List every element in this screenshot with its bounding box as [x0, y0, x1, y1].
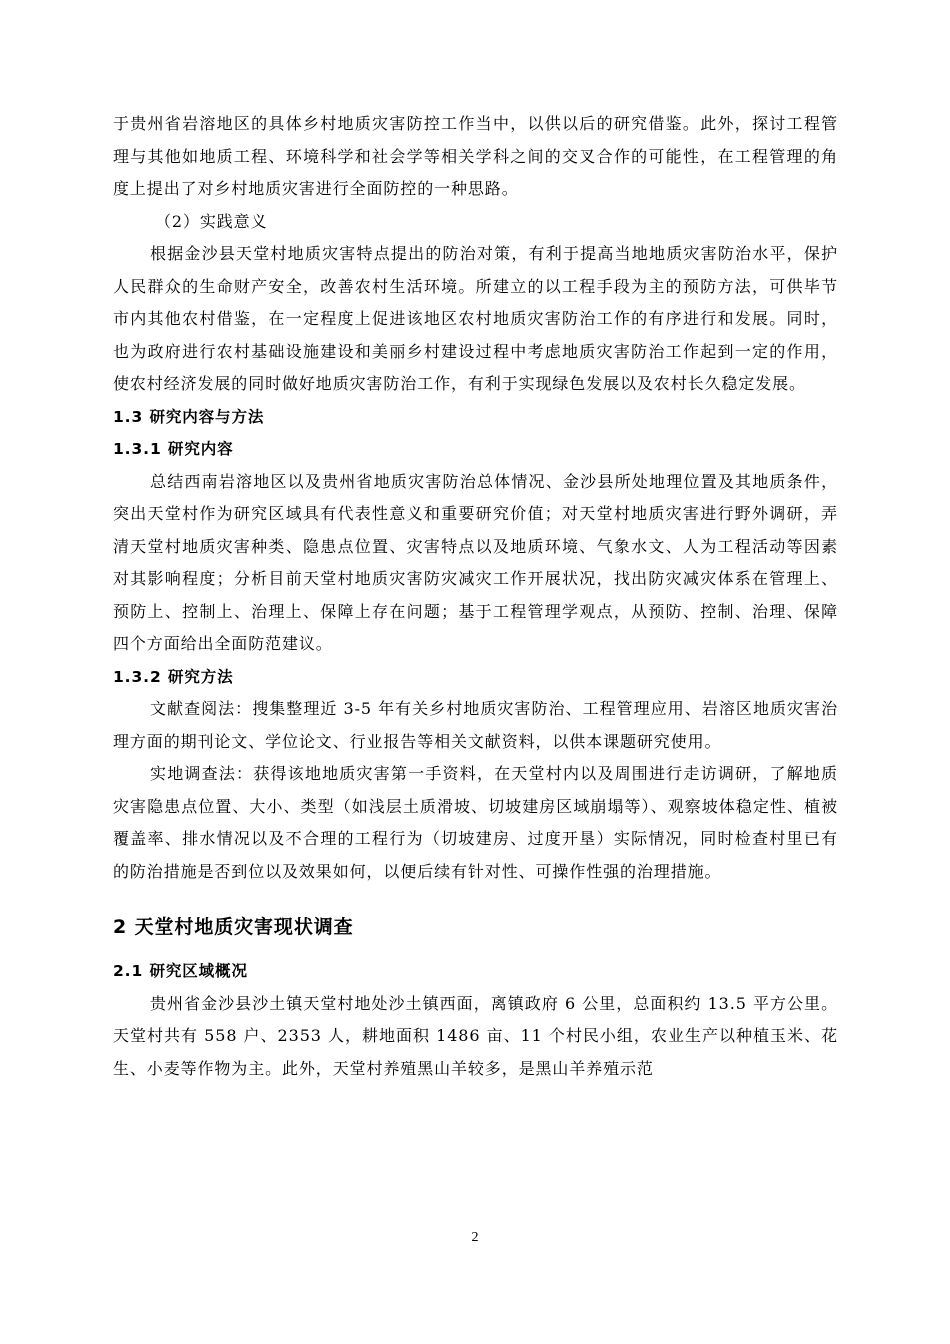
practice-significance-heading: （2）实践意义 [155, 211, 268, 231]
paragraph-field-survey-method: 实地调查法：获得该地地质灾害第一手资料，在天堂村内以及周围进行走访调研，了解地质灾害隐患点位置、大小、类型（如浅层土质滑坡、切坡建房区域崩塌等）、观察坡体稳定性、植被覆盖率、排水情况以及不合理的工程行为（切坡建房、过度开垦）实际情况，同时检查村里已有的防治措施是否到位以及效果如何，以便后续有针对性、可操作性强的治理措施。 [113, 764, 838, 881]
paragraph-practice: 根据金沙县天堂村地质灾害特点提出的防治对策，有利于提高当地地质灾害防治水平，保护人民群众的生命财产安全，改善农村生活环境。所建立的以工程手段为主的预防方法，可供毕节市内其他农村借鉴，在一定程度上促进该地区农村地质灾害防治工作的有序进行和发展。同时，也为政府进行农村基础设施建设和美丽乡村建设过程中考虑地质灾害防治工作起到一定的作用，使农村经济发展的同时做好地质灾害防治工作，有利于实现绿色发展以及农村长久稳定发展。 [113, 244, 838, 393]
heading-1-3-1: 1.3.1 研究内容 [113, 440, 234, 458]
heading-2-1: 2.1 研究区域概况 [113, 962, 248, 980]
paragraph-literature-method: 文献查阅法：搜集整理近 3-5 年有关乡村地质灾害防治、工程管理应用、岩溶区地质灾害治理方面的期刊论文、学位论文、行业报告等相关文献资料，以供本课题研究使用。 [113, 699, 838, 751]
heading-chapter-2: 2 天堂村地质灾害现状调查 [113, 916, 354, 938]
document-body [113, 108, 838, 1085]
paragraph-area-overview: 贵州省金沙县沙土镇天堂村地处沙土镇西面，离镇政府 6 公里，总面积约 13.5 平方公里。天堂村共有 558 户、2353 人，耕地面积 1486 亩、11 个村民小组，农业生产以种植玉米、花生、小麦等作物为主。此外，天堂村养殖黑山羊较多，是黑山羊养殖示范 [113, 993, 838, 1078]
paragraph-research-content: 总结西南岩溶地区以及贵州省地质灾害防治总体情况、金沙县所处地理位置及其地质条件，突出天堂村作为研究区域具有代表性意义和重要研究价值；对天堂村地质灾害进行野外调研，弄清天堂村地质灾害种类、隐患点位置、灾害特点以及地质环境、气象水文、人为工程活动等因素对其影响程度；分析目前天堂村地质灾害防灾减灾工作开展状况，找出防灾减灾体系在管理上、预防上、控制上、治理上、保障上存在问题；基于工程管理学观点，从预防、控制、治理、保障四个方面给出全面防范建议。 [113, 471, 838, 653]
heading-1-3-2: 1.3.2 研究方法 [113, 667, 234, 686]
paragraph-theory-continued: 于贵州省岩溶地区的具体乡村地质灾害防控工作当中，以供以后的研究借鉴。此外，探讨工程管理与其他如地质工程、环境科学和社会学等相关学科之间的交叉合作的可能性，在工程管理的角度上提出了对乡村地质灾害进行全面防控的一种思路。 [113, 114, 838, 198]
heading-1-3: 1.3 研究内容与方法 [113, 407, 265, 426]
page-number: 2 [471, 1230, 479, 1245]
